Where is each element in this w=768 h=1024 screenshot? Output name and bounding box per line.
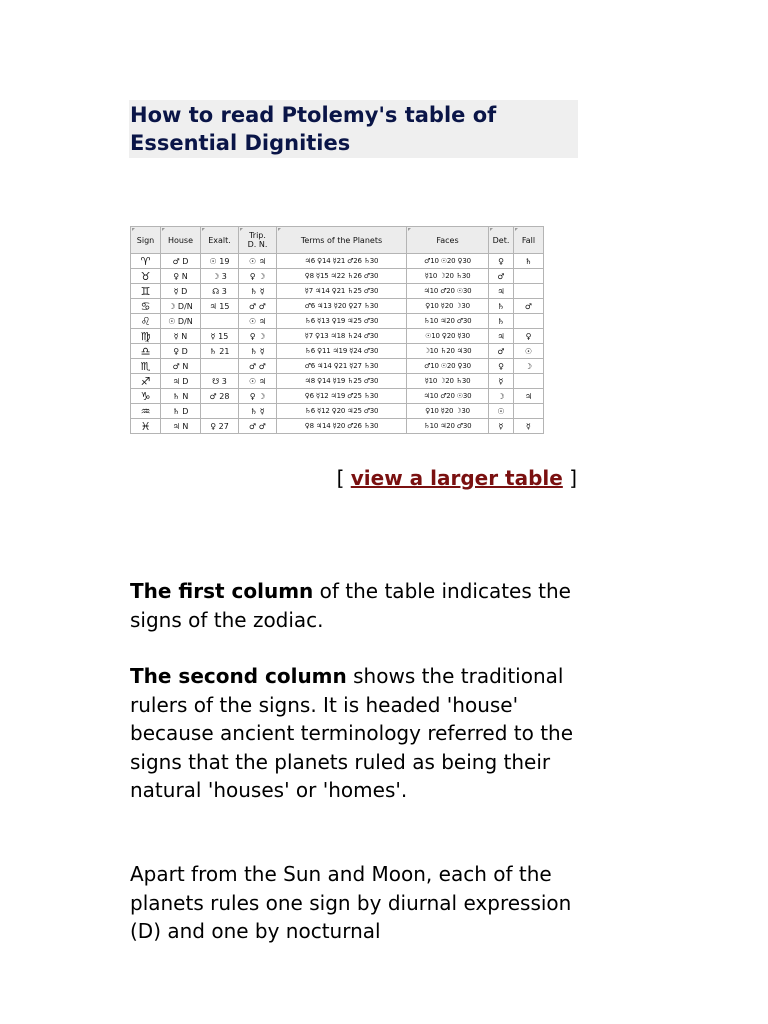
cell-faces: ♄10 ♃20 ♂30 [407, 419, 489, 434]
cell-house: ♄ N [161, 389, 201, 404]
cell-sign: ♋ [131, 299, 161, 314]
title-line-1: How to read Ptolemy's table of [130, 103, 497, 127]
page-title [129, 101, 578, 157]
cell-terms: ♄6 ♀11 ♃19 ☿24 ♂30 [277, 344, 407, 359]
cell-house: ♃ D [161, 374, 201, 389]
header-sign: Sign [131, 227, 161, 254]
table-row [131, 299, 544, 314]
cell-detriment: ☿ [489, 419, 514, 434]
cell-terms: ♀8 ♃14 ☿20 ♂26 ♄30 [277, 419, 407, 434]
cell-triplicity: ♂ ♂ [239, 299, 277, 314]
paragraph-second-column-lead: The second column [130, 664, 347, 688]
header-det: Det. [489, 227, 514, 254]
cell-exalt: ☊ 3 [201, 284, 239, 299]
cell-fall [514, 284, 544, 299]
table-row [131, 284, 544, 299]
cell-house: ☉ D/N [161, 314, 201, 329]
cell-terms: ♄6 ☿12 ♀20 ♃25 ♂30 [277, 404, 407, 419]
cell-exalt: ☉ 19 [201, 254, 239, 269]
cell-triplicity: ♂ ♂ [239, 419, 277, 434]
table-row [131, 314, 544, 329]
cell-exalt: ♄ 21 [201, 344, 239, 359]
cell-triplicity: ♄ ☿ [239, 284, 277, 299]
close-bracket: ] [569, 466, 577, 490]
cell-triplicity: ♄ ☿ [239, 344, 277, 359]
cell-detriment: ♂ [489, 269, 514, 284]
cell-faces: ♃10 ♂20 ☉30 [407, 284, 489, 299]
paragraph-first-column-text: of the table indicates the signs of the zodiac. [130, 579, 571, 632]
heading-box [129, 100, 578, 158]
cell-terms: ♄6 ☿13 ♀19 ♃25 ♂30 [277, 314, 407, 329]
cell-fall [514, 374, 544, 389]
cell-terms: ♂6 ♃14 ♀21 ☿27 ♄30 [277, 359, 407, 374]
table-body [131, 254, 544, 434]
cell-exalt [201, 314, 239, 329]
cell-detriment: ♃ [489, 329, 514, 344]
cell-detriment: ☿ [489, 374, 514, 389]
cell-house: ☿ N [161, 329, 201, 344]
cell-exalt: ♃ 15 [201, 299, 239, 314]
cell-terms: ♀6 ☿12 ♃19 ♂25 ♄30 [277, 389, 407, 404]
dignities-table [130, 226, 544, 434]
open-bracket: [ [336, 466, 345, 490]
cell-terms: ♃8 ♀14 ☿19 ♄25 ♂30 [277, 374, 407, 389]
cell-terms: ♂6 ♃13 ☿20 ♀27 ♄30 [277, 299, 407, 314]
cell-triplicity: ☉ ♃ [239, 374, 277, 389]
cell-faces: ♀10 ☿20 ☽30 [407, 299, 489, 314]
cell-fall: ☽ [514, 359, 544, 374]
cell-house: ♃ N [161, 419, 201, 434]
cell-house: ♄ D [161, 404, 201, 419]
cell-faces: ♂10 ☉20 ♀30 [407, 254, 489, 269]
table-row [131, 329, 544, 344]
cell-terms: ♃6 ♀14 ☿21 ♂26 ♄30 [277, 254, 407, 269]
table-row [131, 254, 544, 269]
cell-detriment: ♂ [489, 344, 514, 359]
cell-triplicity: ♀ ☽ [239, 389, 277, 404]
cell-faces: ☉10 ♀20 ☿30 [407, 329, 489, 344]
paragraph-first-column-lead: The first column [130, 579, 314, 603]
cell-terms: ☿7 ♃14 ♀21 ♄25 ♂30 [277, 284, 407, 299]
cell-faces: ♂10 ☉20 ♀30 [407, 359, 489, 374]
cell-exalt: ♀ 27 [201, 419, 239, 434]
cell-faces: ☿10 ☽20 ♄30 [407, 374, 489, 389]
view-larger-table-link[interactable]: view a larger table [350, 466, 563, 490]
cell-house: ♀ N [161, 269, 201, 284]
table-row [131, 374, 544, 389]
cell-triplicity: ♀ ☽ [239, 329, 277, 344]
cell-house: ☿ D [161, 284, 201, 299]
cell-detriment: ♄ [489, 299, 514, 314]
table-header-row [131, 227, 544, 254]
cell-faces: ☽10 ♄20 ♃30 [407, 344, 489, 359]
cell-fall [514, 269, 544, 284]
cell-house: ♂ D [161, 254, 201, 269]
cell-triplicity: ♂ ♂ [239, 359, 277, 374]
cell-exalt: ☽ 3 [201, 269, 239, 284]
cell-faces: ♃10 ♂20 ☉30 [407, 389, 489, 404]
cell-exalt: ♂ 28 [201, 389, 239, 404]
paragraph-sun-moon: Apart from the Sun and Moon, each of the planets rules one sign by diurnal expression (D) and one by nocturnal [130, 862, 572, 943]
cell-exalt: ☿ 15 [201, 329, 239, 344]
cell-sign: ♊ [131, 284, 161, 299]
cell-faces: ♄10 ♃20 ♂30 [407, 314, 489, 329]
table-row [131, 404, 544, 419]
table-row [131, 344, 544, 359]
cell-triplicity: ♀ ☽ [239, 269, 277, 284]
cell-fall: ♀ [514, 329, 544, 344]
table-row [131, 269, 544, 284]
cell-sign: ♑ [131, 389, 161, 404]
cell-fall: ☿ [514, 419, 544, 434]
cell-sign: ♓ [131, 419, 161, 434]
header-house: House [161, 227, 201, 254]
cell-fall: ♃ [514, 389, 544, 404]
header-fall: Fall [514, 227, 544, 254]
cell-detriment: ♀ [489, 359, 514, 374]
cell-faces: ☿10 ☽20 ♄30 [407, 269, 489, 284]
cell-sign: ♉ [131, 269, 161, 284]
cell-house: ♂ N [161, 359, 201, 374]
cell-fall [514, 314, 544, 329]
header-terms: Terms of the Planets [277, 227, 407, 254]
cell-house: ♀ D [161, 344, 201, 359]
cell-fall: ☉ [514, 344, 544, 359]
cell-exalt: ☋ 3 [201, 374, 239, 389]
cell-detriment: ☉ [489, 404, 514, 419]
header-trip-top: Trip. [249, 231, 266, 240]
paragraph-second-column [130, 662, 590, 805]
cell-detriment: ☽ [489, 389, 514, 404]
cell-house: ☽ D/N [161, 299, 201, 314]
cell-sign: ♏ [131, 359, 161, 374]
cell-detriment: ♃ [489, 284, 514, 299]
paragraph-second-column-text: shows the traditional rulers of the signs. It is headed 'house' because ancient terminology referred to the signs that the planets ruled as being their natural 'houses' or 'homes'. [130, 664, 574, 802]
header-faces: Faces [407, 227, 489, 254]
cell-terms: ☿7 ♀13 ♃18 ♄24 ♂30 [277, 329, 407, 344]
cell-sign: ♌ [131, 314, 161, 329]
cell-exalt [201, 404, 239, 419]
cell-detriment: ♄ [489, 314, 514, 329]
cell-triplicity: ☉ ♃ [239, 254, 277, 269]
cell-sign: ♐ [131, 374, 161, 389]
table-row [131, 359, 544, 374]
paragraph-first-column [130, 577, 590, 634]
table-row [131, 389, 544, 404]
header-trip-bottom: D. N. [247, 240, 268, 249]
cell-faces: ♀10 ☿20 ☽30 [407, 404, 489, 419]
cell-detriment: ♀ [489, 254, 514, 269]
cell-exalt [201, 359, 239, 374]
table-row [131, 419, 544, 434]
header-trip [239, 227, 277, 254]
cell-terms: ♀8 ☿15 ♃22 ♄26 ♂30 [277, 269, 407, 284]
cell-sign: ♒ [131, 404, 161, 419]
cell-sign: ♈ [131, 254, 161, 269]
title-line-2: Essential Dignities [130, 131, 351, 155]
cell-fall: ♂ [514, 299, 544, 314]
cell-fall [514, 404, 544, 419]
cell-sign: ♍ [131, 329, 161, 344]
cell-sign: ♎ [131, 344, 161, 359]
link-line [305, 465, 577, 491]
cell-triplicity: ♄ ☿ [239, 404, 277, 419]
header-exalt: Exalt. [201, 227, 239, 254]
cell-fall: ♄ [514, 254, 544, 269]
cell-triplicity: ☉ ♃ [239, 314, 277, 329]
